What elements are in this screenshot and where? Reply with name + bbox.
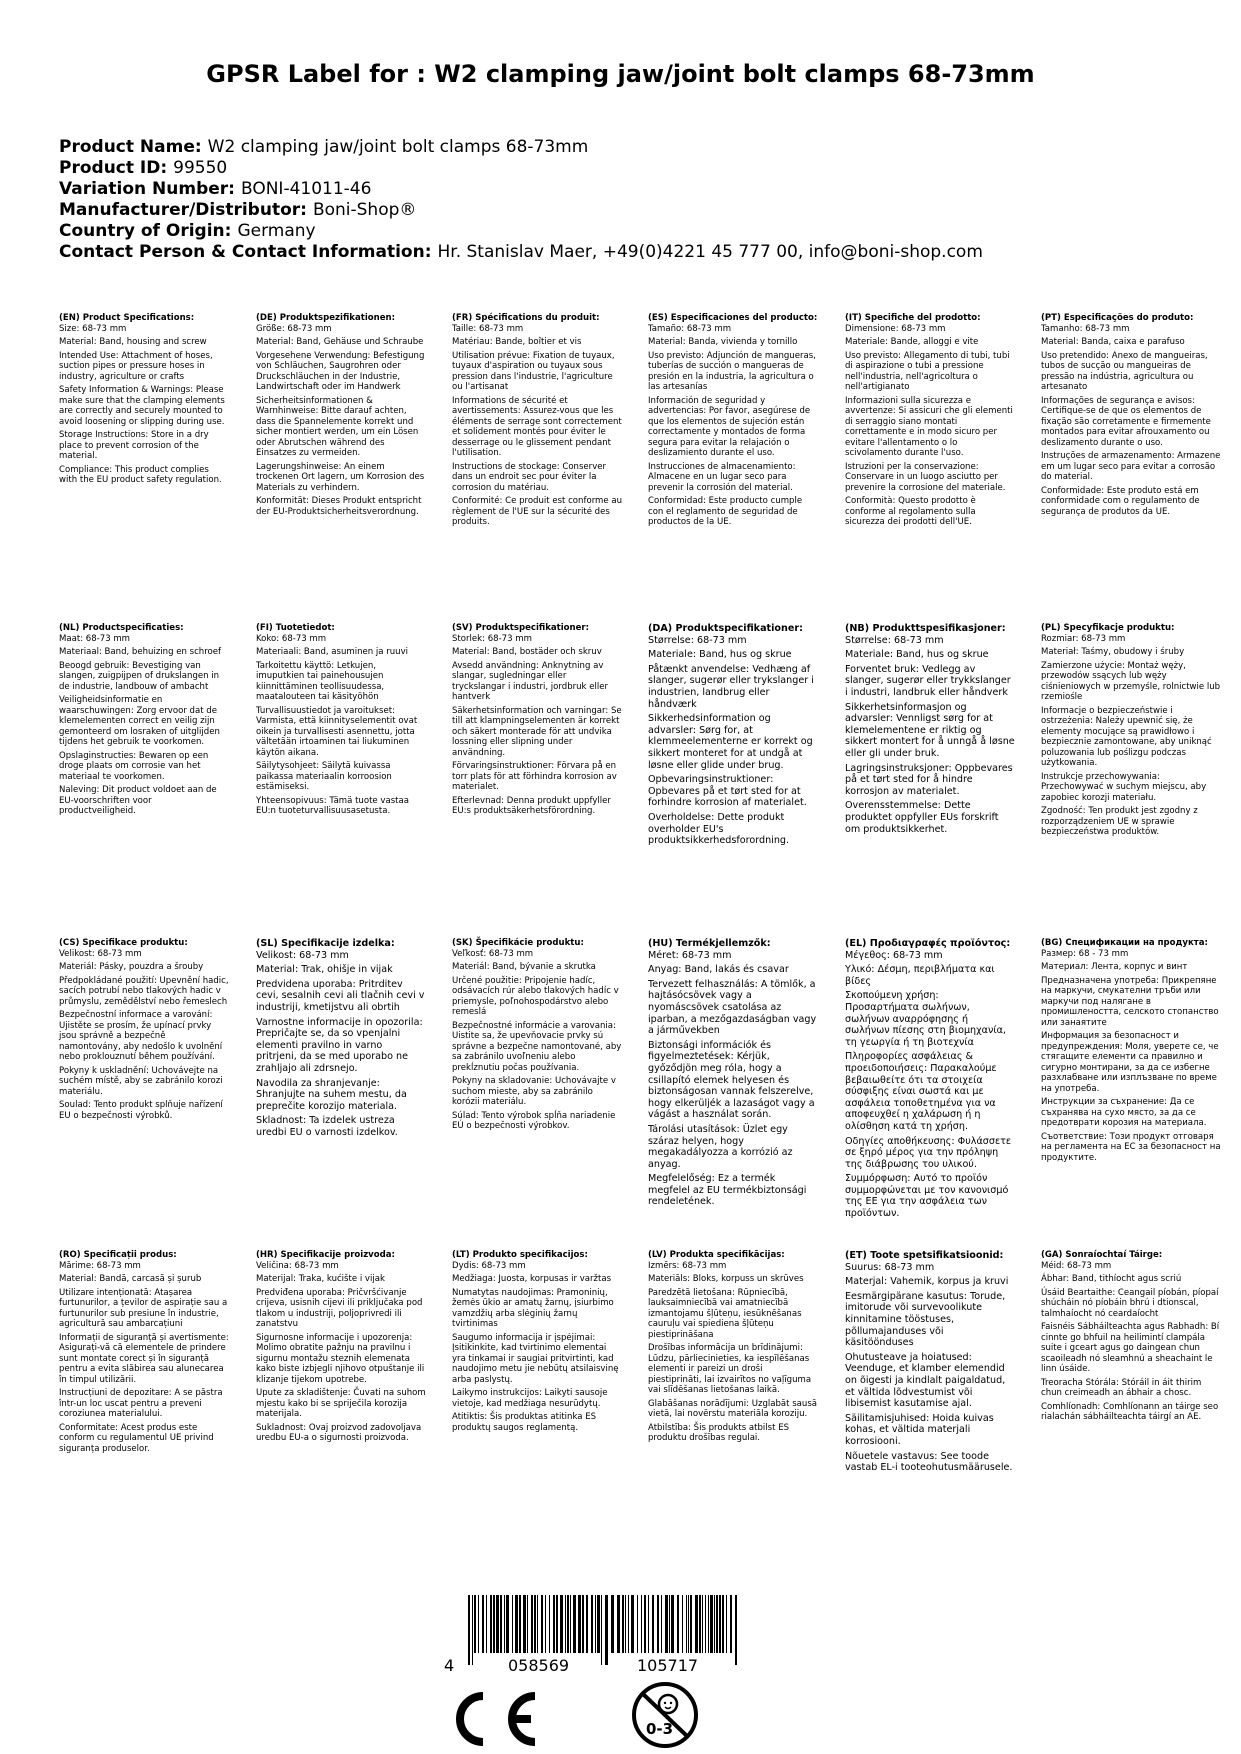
spec-line: Материал: Лента, корпус и винт [1041,962,1188,972]
barcode-bar [644,1595,646,1653]
barcode-bar [611,1595,614,1653]
language-heading: (PL) Specyfikacje produktu: [1041,623,1175,633]
spec-line: Conformidad: Este producto cumple con el reglamento de seguridad de productos de la UE. [648,496,803,527]
barcode-digit-3: 105717 [637,1656,699,1675]
spec-line: Glabāšanas norādījumi: Uzglabāt sausā vietā, lai novērstu materiāla koroziju. [648,1398,818,1419]
spec-line: Lagringsinstruksjoner: Oppbevares på et tørt sted for å hindre korrosjon av materialet. [845,762,1013,797]
language-heading: (RO) Specificații produs: [59,1250,177,1260]
spec-line: Safety Information & Warnings: Please make sure that the clamping elements are correctly and securely mounted to avoid loosening or slipping during use. [59,385,225,427]
barcode-bar [688,1595,689,1653]
language-heading: (DE) Produktspezifikationen: [256,313,396,323]
spec-line: Tamaño: 68-73 mm [648,323,732,334]
language-spec-block [59,1250,229,1457]
info-value: Hr. Stanislav Maer, +49(0)4221 45 777 00, info@boni-shop.com [437,242,983,262]
barcode-bar [735,1595,737,1665]
spec-line: Uso previsto: Allegamento di tubi, tubi di aspirazione o tubi a pressione nell'industria, nell'agricoltura o nell'artigianato [845,350,1010,392]
spec-line: Påtænkt anvendelse: Vedhæng af slanger, sugerør eller trykslanger i industrien, landbrug eller håndværk [648,663,814,710]
spec-line: Conformidade: Este produto está em conformidade com o regulamento de segurança de produtos da UE. [1041,485,1200,517]
spec-line: Méid: 68-73 mm [1041,1260,1112,1271]
spec-line: Efterlevnad: Denna produkt uppfyller EU:s produktsäkerhetsförordning. [452,795,611,816]
spec-line: Materiál: Pásky, pouzdra a šrouby [59,962,204,972]
language-heading: (CS) Specifikace produktu: [59,938,188,948]
barcode-bar [506,1595,509,1653]
language-heading: (NL) Productspecificaties: [59,623,184,633]
spec-line: Turvallisuustiedot ja varoitukset: Varmista, että kiinnityselementit ovat oikein ja turvallisesti asennettu, jotta vältetään irtoaminen tai liukuminen käytön aikana. [256,705,418,758]
barcode-bar [699,1595,701,1653]
barcode-bar [714,1595,715,1653]
spec-line: Πληροφορίες ασφάλειας & προειδοποιήσεις: Παρακαλούμε βεβαιωθείτε ότι τα στοιχεία σύσφιξης είναι σωστά και με ασφάλεια τοποθετημένα για να αποφευχθεί η χαλάρωση ή η ολίσθηση κατά τη χρήση. [845,1051,997,1132]
spec-line: Dimensione: 68-73 mm [845,323,946,334]
barcode-bar [605,1595,608,1665]
spec-line: Materiał: Taśmy, obudowy i śruby [1041,647,1185,657]
language-spec-block [256,938,426,1142]
spec-line: Uso pretendido: Anexo de mangueiras, tubos de sucção ou mangueiras de pressão na indústria, agricultura ou artesanato [1041,350,1208,392]
spec-line: Uso previsto: Adjunción de mangueras, tuberías de succión o mangueras de presión en la industria, la agricultura o las artesanías [648,350,816,392]
spec-line: Informations de sécurité et avertissements: Assurez-vous que les éléments de serrage sont correctement et solidement montés pour éviter le desserrage ou le glissement pendant l'utilisation. [452,395,622,458]
spec-line: Určené použitie: Pripojenie hadíc, odsávacích rúr alebo tlakových hadíc v priemysle, poľnohospodárstvo alebo remeslá [452,975,619,1017]
language-heading: (SK) Špecifikácie produktu: [452,938,584,948]
barcode-bar [710,1595,713,1653]
spec-line: Tamanho: 68-73 mm [1041,323,1130,334]
spec-line: Informações de segurança e avisos: Certifique-se de que os elementos de fixação são corretamente e firmemente montados para evitar afrouxamento ou deslizamento durante o uso. [1041,395,1211,448]
spec-line: Treoracha Stórála: Stóráil in áit thirim chun creimeadh an ábhair a chosc. [1041,1377,1202,1398]
spec-line: Navodila za shranjevanje: Shranjujte na suhem mestu, da preprečite korozijo materiala. [256,1077,407,1112]
barcode-bar [686,1595,687,1653]
spec-line: Predvidena uporaba: Pritrditev cevi, sesalnih cevi ali tlačnih cevi v industriji, kmetijstvu ali obrtih [256,978,425,1013]
spec-line: Medžiaga: Juosta, korpusas ir varžtas [452,1274,612,1284]
barcode-bar [695,1595,698,1653]
barcode-bar [534,1595,536,1653]
barcode-bar [669,1595,670,1653]
barcode-bar [622,1595,624,1653]
spec-line: Veľkosť: 68-73 mm [452,948,534,959]
barcode-bar [474,1595,476,1653]
barcode-bar [690,1595,692,1653]
spec-line: Material: Banda, caixa e parafuso [1041,337,1185,347]
barcode-digit-1: 4 [444,1656,455,1675]
spec-line: Conformité: Ce produit est conforme au règlement de l'UE sur la sécurité des produits. [452,496,623,527]
spec-line: Zgodność: Ten produkt jest zgodny z rozporządzeniem UE w sprawie bezpieczeństwa produktów. [1041,806,1198,837]
spec-line: Sikkerhedsinformation og advarsler: Sørg for, at klemmeelementerne er korrekt og sikkert monteret for at undgå at løsne eller glide under brug. [648,713,813,771]
language-heading: (EL) Προδιαγραφές προϊόντος: [845,938,1011,949]
info-label: Country of Origin: [59,221,232,241]
barcode-bar [591,1595,593,1653]
spec-line: Mărime: 68-73 mm [59,1260,141,1271]
spec-line: Materiāls: Bloks, korpuss un skrūves [648,1274,804,1284]
language-heading: (LT) Produkto specifikacijos: [452,1250,588,1260]
spec-line: Biztonsági információk és figyelmeztetések: Kérjük, győződjön meg róla, hogy a csillapító elemek helyesen és biztonságosan vannak felszerelve, hogy elkerüljék a lazaságot vagy a vágást a használat során. [648,1039,815,1121]
spec-line: Materiale: Bande, alloggi e vite [845,337,979,347]
barcode-bar [722,1595,724,1653]
spec-line: Sigurnosne informacije i upozorenja: Molimo obratite pažnju na pravilnu i sigurnu montažu steznih elemenata kako biste izbjegli njihovo otpuštanje ili klizanje tijekom upotrebe. [256,1332,425,1385]
language-heading: (BG) Спецификации на продукта: [1041,938,1208,948]
barcode-bar [565,1595,566,1653]
barcode-bar [652,1595,654,1653]
spec-line: Σκοπούμενη χρήση: Προσαρτήματα σωλήνων, σωλήνων αναρρόφησης ή σωλήνων πίεσης στη βιομηχανία, τη γεωργία ή τη βιοτεχνία [845,990,1006,1048]
spec-line: Lagerungshinweise: An einem trockenen Ort lagern, um Korrosion des Materials zu verhindern. [256,461,425,493]
spec-line: Upute za skladištenje: Čuvati na suhom mjestu kako bi se spriječila korozija materijala. [256,1388,426,1419]
language-heading: (EN) Product Specifications: [59,313,195,323]
info-row [59,200,1199,221]
spec-line: Maat: 68-73 mm [59,633,131,644]
language-spec-block [648,623,818,850]
language-heading: (NB) Produkttspesifikasjoner: [845,623,1006,634]
spec-line: Material: Band, housing and screw [59,337,207,347]
spec-line: Suurus: 68-73 mm [845,1261,935,1273]
barcode-bar [527,1595,528,1653]
language-heading: (FI) Tuotetiedot: [256,623,335,633]
spec-line: Rozmiar: 68-73 mm [1041,633,1126,644]
barcode-bar [560,1595,563,1653]
spec-line: Tarkoitettu käyttö: Letkujen, imuputkien tai painehousujen kiinnittäminen teollisuudessa, maatalouteen tai käsityöhön [256,660,385,702]
barcode-bar [567,1595,569,1653]
info-row [59,221,1199,242]
barcode-bar [702,1595,703,1653]
spec-line: Размер: 68 - 73 mm [1041,948,1129,959]
spec-line: Material: Bandă, carcasă și șurub [59,1274,202,1284]
language-spec-block [256,623,426,820]
spec-line: Säilitamisjuhised: Hoida kuivas kohas, et vältida materjali korrosiooni. [845,1412,994,1447]
language-spec-block [845,623,1015,838]
barcode-bar [545,1595,546,1653]
language-heading: (ET) Toote spetsifikatsioonid: [845,1250,1004,1261]
spec-line: Storage Instructions: Store in a dry place to prevent corrosion of the material. [59,430,209,461]
spec-line: Velikost: 68-73 mm [256,949,349,961]
barcode-bar [523,1595,526,1653]
barcode-bar [677,1595,679,1653]
barcode-bar [515,1595,518,1653]
info-label: Contact Person & Contact Information: [59,242,432,262]
info-label: Variation Number: [59,179,235,199]
spec-line: Numatytas naudojimas: Pramoninių, žemės ūkio ar amatų žarnų, įsiurbimo vamzdžių arba slėginių žarnų tvirtinimas [452,1287,614,1329]
language-spec-block [452,623,622,820]
spec-line: Säilytysohjeet: Säilytä kuivassa paikassa materiaalin korroosion estämiseksi. [256,761,392,792]
barcode-bar [637,1595,638,1653]
info-row [59,242,1199,263]
spec-line: Konformität: Dieses Produkt entspricht der EU-Produktsicherheitsverordnung. [256,496,422,517]
language-spec-block [1041,313,1221,520]
language-spec-block [256,1250,426,1447]
spec-line: Информация за безопасност и предупреждения: Моля, уверете се, че стягащите елементи са правилно и сигурно монтирани, за да се избегне разхлабване или изплъзване по време на употреба. [1041,1031,1219,1094]
language-spec-block [59,313,229,489]
spec-line: Comhlíonadh: Comhlíonann an táirge seo rialachán sábháilteachta táirgí an AE. [1041,1401,1219,1422]
spec-line: Informații de siguranță și avertismente: Asigurați-vă că elementele de prindere sunt montate corect și în siguranță pentru a evita slăbirea sau alunecarea în timpul utilizării. [59,1332,229,1385]
spec-line: Predviđena uporaba: Pričvršćivanje crijeva, usisnih cijevi ili priključaka pod tlakom u industriji, poljoprivredi ili zanatstvu [256,1287,423,1329]
spec-line: Compliance: This product complies with the EU product safety regulation. [59,464,222,485]
barcode-bar [716,1595,718,1653]
spec-line: Instrucțiuni de depozitare: A se păstra într-un loc uscat pentru a preveni coroziunea materialului. [59,1388,223,1419]
spec-line: Materiaali: Band, asuminen ja ruuvi [256,647,409,657]
language-spec-block [648,1250,818,1447]
spec-line: Velikost: 68-73 mm [59,948,142,959]
spec-line: Saugumo informacija ir įspėjimai: Įsitikinkite, kad tvirtinimo elementai yra tinkamai ir saugiai pritvirtinti, kad naudojimo metu jie nebūtų atsilaisvinę arba paslystų. [452,1332,619,1385]
language-spec-block [648,313,818,531]
info-row [59,158,1199,179]
language-heading: (HR) Specifikacije proizvoda: [256,1250,395,1260]
spec-line: Size: 68-73 mm [59,323,127,334]
spec-line: Atbilstība: Šis produkts atbilst ES produktu drošības regulai. [648,1422,790,1443]
spec-line: Materiale: Band, hus og skrue [845,649,989,661]
barcode-bar [478,1595,479,1653]
spec-line: Ohutusteave ja hoiatused: Veenduge, et klamber elemendid on õigesti ja kindlalt paigaldatud, et vältida lõdvestumist või libisemist kasutamise ajal. [845,1351,1006,1410]
barcode-bar [595,1595,596,1653]
barcode-bar [648,1595,649,1653]
spec-line: Bezpečnostné informácie a varovania: Uistite sa, že upevňovacie prvky sú správne a bezpečne namontované, aby sa zabránilo uvoľneniu alebo prekĺznutiu počas používania. [452,1020,622,1073]
barcode-bar [496,1595,499,1653]
spec-line: Matériau: Bande, boîtier et vis [452,337,582,347]
age-label: 0-3 [646,1720,674,1738]
spec-line: Overholdelse: Dette produkt overholder EU's produktsikkerhedsforordning. [648,811,790,847]
spec-line: Μέγεθος: 68-73 mm [845,949,943,961]
spec-line: Beoogd gebruik: Bevestiging van slangen, zuigpijpen of drukslangen in de industrie, landbouw of ambacht [59,660,220,692]
barcode-bar [570,1595,571,1653]
language-spec-block [452,1250,622,1436]
spec-line: Størrelse: 68-73 mm [648,634,747,646]
spec-line: Material: Band, Gehäuse und Schraube [256,337,424,347]
spec-line: Materjal: Vahemik, korpus ja kruvi [845,1276,1009,1288]
barcode-bar [730,1595,732,1653]
language-heading: (PT) Especificações do produto: [1041,313,1194,323]
spec-line: Størrelse: 68-73 mm [845,634,944,646]
barcode-bar [490,1595,492,1653]
spec-line: Pokyny k uskladnění: Uchovávejte na suchém místě, aby se zabránilo korozi materiálu. [59,1065,223,1097]
spec-line: Naleving: Dit product voldoet aan de EU-voorschriften voor productveiligheid. [59,785,217,816]
barcode-bar [549,1595,550,1653]
barcode-bar [553,1595,555,1653]
barcode-bar [482,1595,484,1653]
info-label: Product Name: [59,137,202,157]
spec-line: Storlek: 68-73 mm [452,633,532,644]
spec-line: Tárolási utasítások: Üzlet egy száraz helyen, hogy megakadályozza a korrózió az anyag. [648,1123,793,1170]
spec-line: Megfelelőség: Ez a termék megfelel az EU termékbiztonsági rendeletének. [648,1173,807,1208]
barcode-bar [500,1595,502,1653]
spec-line: Sikkerhetsinformasjon og advarsler: Vennligst sørg for at klemelementene er riktig og sikkert montert for å unngå å løsne eller gli under bruk. [845,701,1015,759]
barcode-bar [573,1595,576,1653]
barcode-bar [708,1595,709,1653]
spec-line: Инструкции за съхранение: Да се съхранява на сухо място, за да се предотврати корозия на материала. [1041,1097,1207,1128]
language-heading: (ES) Especificaciones del producto: [648,313,818,323]
spec-line: Úsáid Beartaithe: Ceangail píobán, píopaí shúcháin nó píobáin bhrú i dtionscal, talmhaíocht nó ceardaíocht [1041,1287,1219,1319]
spec-line: Súlad: Tento výrobok spĺňa nariadenie EÚ o bezpečnosti výrobkov. [452,1110,616,1131]
spec-line: Conformità: Questo prodotto è conforme al regolamento sulla sicurezza dei prodotti dell'UE. [845,496,976,527]
ce-mark-icon [455,1690,545,1748]
language-spec-block [648,938,818,1211]
barcode-bar [512,1595,513,1653]
language-spec-block [1041,1250,1221,1426]
language-heading: (LV) Produkta specifikācijas: [648,1250,785,1260]
spec-line: Eesmärgipärane kasutus: Torude, imitorude või survevoolikute kinnitamine tööstuses, põllumajanduses või käsitöönduses [845,1290,1006,1349]
spec-line: Dydis: 68-73 mm [452,1260,526,1271]
spec-line: Instrukcje przechowywania: Przechowywać w suchym miejscu, aby zapobiec korozji materiału. [1041,771,1207,803]
spec-line: Atitiktis: Šis produktas atitinka ES produktų saugos reglamentą. [452,1412,597,1433]
spec-line: Material: Band, bostäder och skruv [452,647,602,657]
barcode-bar [705,1595,706,1653]
spec-line: Opslaginstructies: Bewaren op een droge plaats om corrosie van het materiaal te voorkomen. [59,750,209,782]
language-heading: (GA) Sonraíochtaí Táirge: [1041,1250,1163,1260]
barcode [440,1595,760,1685]
spec-line: Paredzētā lietošana: Rūpniecībā, lauksaimniecībā vai amatniecībā izmantojamu šļūteņu, iesūknēšanas cauruļu vai spiediena šļūteņu piestiprināšana [648,1287,802,1340]
info-value: Germany [237,221,316,241]
language-spec-block [1041,623,1221,841]
language-heading: (SV) Produktspecifikationer: [452,623,590,633]
barcode-bar [661,1595,662,1653]
barcode-bar [631,1595,634,1653]
spec-line: Materijal: Traka, kućište i vijak [256,1274,385,1284]
language-spec-block [59,938,229,1124]
spec-line: Informacje o bezpieczeństwie i ostrzeżenia: Należy upewnić się, że elementy mocujące są prawidłowo i bezpiecznie zamontowane, aby uniknąć poluzowania lub poślizgu podczas użytkowania. [1041,705,1212,768]
barcode-bar [578,1595,581,1653]
spec-line: Istruzioni per la conservazione: Conservare in un luogo asciutto per prevenire la corrosione del materiale. [845,461,1006,493]
page-title: GPSR Label for : W2 clamping jaw/joint bolt clamps 68-73mm [206,60,1035,88]
spec-line: Предназначена употреба: Прикрепяне на маркучи, смукателни тръби или маркучи под налягане в промишлеността, селското стопанство или занаятите [1041,975,1219,1028]
barcode-bar [617,1595,620,1653]
language-heading: (IT) Specifiche del prodotto: [845,313,981,323]
language-heading: (HU) Termékjellemzők: [648,938,771,949]
spec-line: Soulad: Tento produkt splňuje nařízení EU o bezpečnosti výrobků. [59,1100,223,1121]
spec-line: Předpokládané použití: Upevnění hadic, sacích potrubí nebo tlakových hadic v průmyslu, zemědělství nebo řemeslech [59,975,229,1007]
spec-line: Veiligheidsinformatie en waarschuwingen: Zorg ervoor dat de klemelementen correct en veilig zijn gemonteerd om losraken of uitglijden tijdens het gebruik te voorkomen. [59,695,220,747]
spec-line: Nõuetele vastavus: See toode vastab EL-i tooteohutusmäärusele. [845,1450,1013,1474]
barcode-bar [625,1595,626,1653]
spec-line: Veličina: 68-73 mm [256,1260,339,1271]
spec-line: Koko: 68-73 mm [256,633,327,644]
spec-line: Instruções de armazenamento: Armazene em um lugar seco para evitar a corrosão do material. [1041,451,1221,482]
language-spec-block [256,313,426,520]
barcode-bar [628,1595,629,1653]
spec-line: Yhteensopivuus: Tämä tuote vastaa EU:n tuoteturvallisuusasetusta. [256,795,409,816]
info-value: Boni-Shop® [312,200,417,220]
info-value: W2 clamping jaw/joint bolt clamps 68-73mm [207,137,589,157]
barcode-bar [504,1595,505,1653]
info-label: Manufacturer/Distributor: [59,200,307,220]
spec-line: Varnostne informacije in opozorila: Prepričajte se, da so vpenjalni elementi pravilno in varno pritrjeni, da se med uporabo ne zrahljajo ali zdrsnejo. [256,1016,423,1074]
spec-line: Anyag: Band, lakás és csavar [648,964,789,976]
spec-line: Οδηγίες αποθήκευσης: Φυλάσσετε σε ξηρό μέρος για την πρόληψη της διάβρωσης του υλικού. [845,1135,1012,1170]
language-spec-block [59,623,229,820]
spec-line: Υλικό: Δέσμη, περιβλήματα και βίδες [845,964,995,987]
language-spec-block [845,1250,1015,1477]
spec-line: Skladnost: Ta izdelek ustreza uredbi EU o varnosti izdelkov. [256,1115,398,1138]
barcode-bar [519,1595,521,1653]
barcode-bar [556,1595,558,1653]
spec-line: Sicherheitsinformationen & Warnhinweise: Bitte darauf achten, dass die Spannelemente korrekt und sicher montiert werden, um ein Lösen oder Abrutschen während des Einsatzes zu vermeiden. [256,395,419,458]
barcode-bar [541,1595,543,1653]
spec-line: Ábhar: Band, tithíocht agus scriú [1041,1274,1182,1284]
spec-line: Materiaal: Band, behuizing en schroef [59,647,222,657]
barcode-bar [657,1595,659,1653]
not-for-children-0-3-icon [630,1680,700,1750]
barcode-bar [582,1595,584,1653]
info-value: BONI-41011-46 [240,179,372,199]
barcode-bar [537,1595,538,1653]
spec-line: Zamierzone użycie: Montaż węży, przewodów ssących lub węży ciśnieniowych w przemyśle, rolnictwie lub rzemiośle [1041,660,1221,702]
spec-line: Taille: 68-73 mm [452,323,524,334]
spec-line: Material: Banda, vivienda y tornillo [648,337,798,347]
barcode-bar [586,1595,588,1653]
spec-line: Opbevaringsinstruktioner: Opbevares på et tørt sted for at forhindre korrosion af materialet. [648,774,807,809]
spec-line: Utilisation prévue: Fixation de tuyaux, tuyaux d'aspiration ou tuyaux sous pression dans l'industrie, l'agriculture ou l'artisanat [452,350,615,392]
info-value: 99550 [173,158,228,178]
barcode-bar [726,1595,727,1653]
language-heading: (FR) Spécifications du produit: [452,313,600,323]
spec-line: Utilizare intenționată: Atașarea furtunurilor, a țevilor de aspirație sau a furtunurilor sub presiune în industrie, agricultură sau ambarcațiuni [59,1287,228,1329]
barcode-bar [468,1595,470,1665]
spec-line: Συμμόρφωση: Αυτό το προϊόν συμμορφώνεται με τον κανονισμό της ΕΕ για την ασφάλεια των προϊόντων. [845,1173,1009,1220]
language-heading: (SL) Specifikacije izdelka: [256,938,395,949]
barcode-bar [641,1595,642,1653]
spec-line: Съответствие: Този продукт отговаря на регламента на ЕС за безопасност на продуктите. [1041,1131,1221,1163]
barcode-bar [493,1595,495,1653]
spec-line: Información de seguridad y advertencias: Por favor, asegúrese de que los elementos de sujeción están correctamente y montados de forma segura para evitar la relajación o deslizamiento durante el uso. [648,395,811,458]
barcode-bar [682,1595,683,1653]
spec-line: Informazioni sulla sicurezza e avvertenze: Si assicuri che gli elementi di serraggio siano montati correttamente e in modo sicuro per evitare l'allentamento o lo scivolamento durante l'uso. [845,395,1013,458]
spec-line: Drošības informācija un brīdinājumi: Lūdzu, pārliecinieties, ka iespīlēšanas elementi ir pareizi un droši piestiprināti, lai izvairītos no vaļīguma vai slīdēšanas lietošanas laikā. [648,1343,812,1395]
barcode-bar [665,1595,668,1653]
info-row [59,137,1199,158]
spec-line: Instructions de stockage: Conserver dans un endroit sec pour éviter la corrosion du matériau. [452,461,607,493]
barcode-bar [671,1595,674,1653]
spec-line: Bezpečnostní informace a varování: Ujistěte se prosím, že upínací prvky jsou správně a bezpečně namontovány, aby nedošlo k uvolnění nebo proklouznutí během používání. [59,1010,223,1062]
barcode-bar [472,1595,473,1665]
language-heading: (DA) Produktspecifikationer: [648,623,803,634]
product-info [59,137,1199,263]
language-spec-block [452,938,622,1135]
language-spec-block [845,313,1015,531]
language-spec-block [845,938,1015,1223]
spec-line: Material: Trak, ohišje in vijak [256,964,393,976]
language-spec-block [452,313,622,531]
spec-line: Größe: 68-73 mm [256,323,332,334]
spec-line: Overensstemmelse: Dette produktet oppfyller EUs forskrift om produktsikkerhet. [845,800,999,835]
spec-line: Conformitate: Acest produs este conform cu regulamentul UE privind siguranța produselor. [59,1422,214,1454]
spec-line: Förvaringsinstruktioner: Förvara på en torr plats för att förhindra korrosion av materialet. [452,761,617,792]
language-spec-block [1041,938,1221,1166]
spec-line: Säkerhetsinformation och varningar: Se till att klampningselementen är korrekt och säkert monterade för att undvika lossning eller slipning under användning. [452,705,622,758]
spec-line: Materiál: Band, bývanie a skrutka [452,962,596,972]
spec-line: Faisnéis Sábháilteachta agus Rabhadh: Bí cinnte go bhfuil na heilimintí clampála suite i gceart agus go daingean chun scaoileadh nó sleamhnú a sheachaint le linn úsáide. [1041,1322,1220,1374]
spec-line: Materiale: Band, hus og skrue [648,649,792,661]
spec-line: Laikymo instrukcijos: Laikyti sausoje vietoje, kad medžiaga nesurūdytų. [452,1388,608,1409]
spec-line: Sukladnost: Ovaj proizvod zadovoljava uredbu EU-a o sigurnosti proizvoda. [256,1422,422,1443]
spec-line: Vorgesehene Verwendung: Befestigung von Schläuchen, Saugrohren oder Druckschläuchen in der Industrie, Landwirtschaft oder im Handwerk [256,350,425,392]
spec-line: Intended Use: Attachment of hoses, suction pipes or pressure hoses in industry, agriculture or crafts [59,350,213,382]
spec-line: Avsedd användning: Anknytning av slangar, sugledningar eller tryckslangar i industri, jordbruk eller hantverk [452,660,608,702]
spec-line: Tervezett felhasználás: A tömlők, a hajtásócsövek vagy a nyomáscsövek csatolása az iparban, a mezőgazdaságban vagy a járművekben [648,978,817,1037]
spec-line: Izmērs: 68-73 mm [648,1260,727,1271]
spec-line: Instrucciones de almacenamiento: Almacene en un lugar seco para prevenir la corrosión del material. [648,461,796,493]
barcode-bar [719,1595,721,1653]
spec-line: Forventet bruk: Vedlegg av slanger, sugerør eller trykkslanger i industri, landbruk eller håndverk [845,663,1011,698]
info-row [59,179,1199,200]
spec-line: Méret: 68-73 mm [648,949,732,961]
barcode-bar [597,1595,600,1653]
barcode-bar [486,1595,487,1653]
barcode-bar [601,1595,602,1665]
barcode-digit-2: 058569 [508,1656,570,1675]
info-label: Product ID: [59,158,168,178]
barcode-bar [531,1595,533,1653]
spec-line: Pokyny na skladovanie: Uchovávajte v suchom mieste, aby sa zabránilo korózii materiálu. [452,1076,616,1107]
